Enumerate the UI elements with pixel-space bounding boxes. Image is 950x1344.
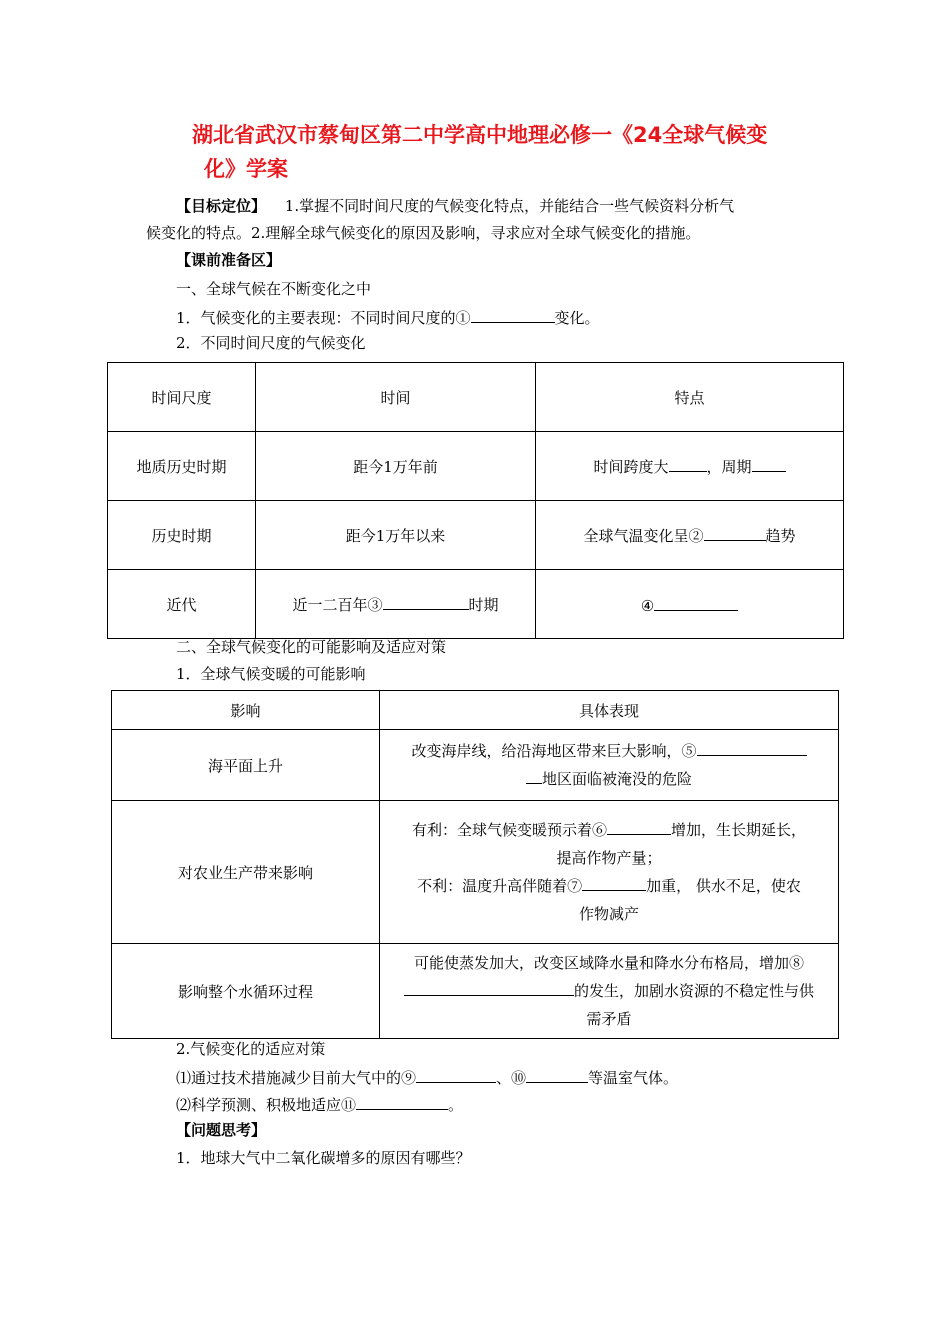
detail-text: 有利：全球气候变暖预示着⑥: [411, 821, 607, 839]
feature-cell: [536, 570, 844, 639]
question-label: 【问题思考】: [176, 1121, 267, 1139]
blank-4: [654, 594, 738, 611]
impact-detail: [380, 730, 839, 801]
feature-text: 趋势: [765, 527, 796, 545]
blank-6: [607, 818, 671, 835]
detail-text: 增加，生长期延长，: [671, 821, 807, 839]
blank-2: [704, 524, 766, 541]
table-row: [112, 801, 839, 944]
detail-text: 需矛盾: [586, 1010, 632, 1028]
time-cell: [256, 570, 536, 639]
blank-1: [471, 306, 555, 323]
blank-8: [404, 979, 574, 996]
prep-item-1-post: 变化。: [554, 309, 600, 327]
impact-table: [111, 690, 839, 1039]
header-time: 时间: [256, 363, 536, 432]
measure-text: 。: [448, 1096, 464, 1114]
scale-cell: 历史时期: [108, 501, 256, 570]
scale-cell: 近代: [108, 570, 256, 639]
detail-text: 不利：温度升高伴随着⑦: [417, 877, 583, 895]
impact-label: 对农业生产带来影响: [112, 801, 380, 944]
time-cell: 距今1万年以来: [256, 501, 536, 570]
feature-text: 时间跨度大: [593, 458, 669, 476]
blank-3: [383, 593, 469, 610]
header-scale: 时间尺度: [108, 363, 256, 432]
title-line-1: 湖北省武汉市蔡甸区第二中学高中地理必修一《24全球气候变: [192, 123, 768, 147]
feature-cell: [536, 501, 844, 570]
detail-text: 的发生，加剧水资源的不稳定性与供: [573, 982, 814, 1000]
blank-10: [526, 1066, 588, 1083]
prep-label: 【课前准备区】: [176, 251, 282, 269]
prep-item-2: 2．不同时间尺度的气候变化: [176, 334, 366, 352]
question-1: 1．地球大气中二氧化碳增多的原因有哪些？: [176, 1149, 471, 1167]
header-feature: 特点: [536, 363, 844, 432]
detail-text: 加重， 供水不足，使农: [646, 877, 801, 895]
time-cell: 距今1万年前: [256, 432, 536, 501]
header-detail: 具体表现: [380, 691, 839, 730]
impact-label: 影响整个水循环过程: [112, 944, 380, 1039]
time-text: 时期: [468, 596, 499, 614]
header-impact: 影响: [112, 691, 380, 730]
feature-text: ，周期: [706, 458, 752, 476]
scale-cell: 地质历史时期: [108, 432, 256, 501]
section2-item-1: 1．全球气候变暖的可能影响: [176, 665, 366, 683]
section1-title: 一、全球气候在不断变化之中: [176, 280, 372, 298]
table-row: [108, 501, 844, 570]
impact-detail: [380, 944, 839, 1039]
blank-9: [416, 1066, 496, 1083]
blank-period: [752, 455, 786, 472]
table-row: [108, 432, 844, 501]
time-text: 近一二百年③: [292, 596, 383, 614]
climate-scale-table: [107, 362, 844, 639]
blank-5-cont: [526, 767, 542, 784]
feature-text: ④: [640, 596, 655, 615]
goal-text-1: 1.掌握不同时间尺度的气候变化特点，并能结合一些气候资料分析气: [284, 197, 735, 215]
measure-2: [176, 1093, 463, 1115]
table-row: [112, 730, 839, 801]
table-row: [112, 691, 839, 730]
impact-label: 海平面上升: [112, 730, 380, 801]
detail-text: 提高作物产量；: [556, 849, 662, 867]
title-line-2: 化》学案: [204, 157, 288, 181]
blank-span: [669, 455, 707, 472]
table-row: [112, 944, 839, 1039]
table-row: [108, 570, 844, 639]
measure-1: [176, 1066, 678, 1088]
detail-text: 改变海岸线，给沿海地区带来巨大影响，⑤: [411, 742, 697, 760]
prep-item-1-pre: 1．气候变化的主要表现：不同时间尺度的①: [176, 309, 471, 327]
blank-7: [582, 874, 646, 891]
goal-paragraph: [146, 193, 818, 247]
blank-5: [697, 739, 807, 756]
measures-title: 2.气候变化的适应对策: [176, 1040, 326, 1058]
measure-text: ⑴通过技术措施减少目前大气中的⑨: [176, 1069, 417, 1087]
measure-text: ⑵科学预测、积极地适应⑪: [176, 1096, 357, 1114]
section2-title: 二、全球气候变化的可能影响及适应对策: [176, 638, 447, 656]
measure-text: 、⑩: [496, 1069, 527, 1087]
measure-text: 等温室气体。: [588, 1069, 679, 1087]
detail-text: 地区面临被淹没的危险: [542, 770, 693, 788]
detail-text: 作物减产: [578, 905, 639, 923]
goal-text-2: 候变化的特点。2.理解全球气候变化的原因及影响，寻求应对全球气候变化的措施。: [146, 224, 701, 242]
feature-text: 全球气温变化呈②: [583, 527, 704, 545]
goal-label: 【目标定位】: [176, 197, 267, 215]
blank-11: [356, 1093, 448, 1110]
table-row: [108, 363, 844, 432]
document-title: [192, 118, 832, 186]
feature-cell: [536, 432, 844, 501]
impact-detail: [380, 801, 839, 944]
detail-text: 可能使蒸发加大，改变区域降水量和降水分布格局，增加⑧: [413, 954, 804, 972]
prep-item-1: [176, 306, 600, 328]
